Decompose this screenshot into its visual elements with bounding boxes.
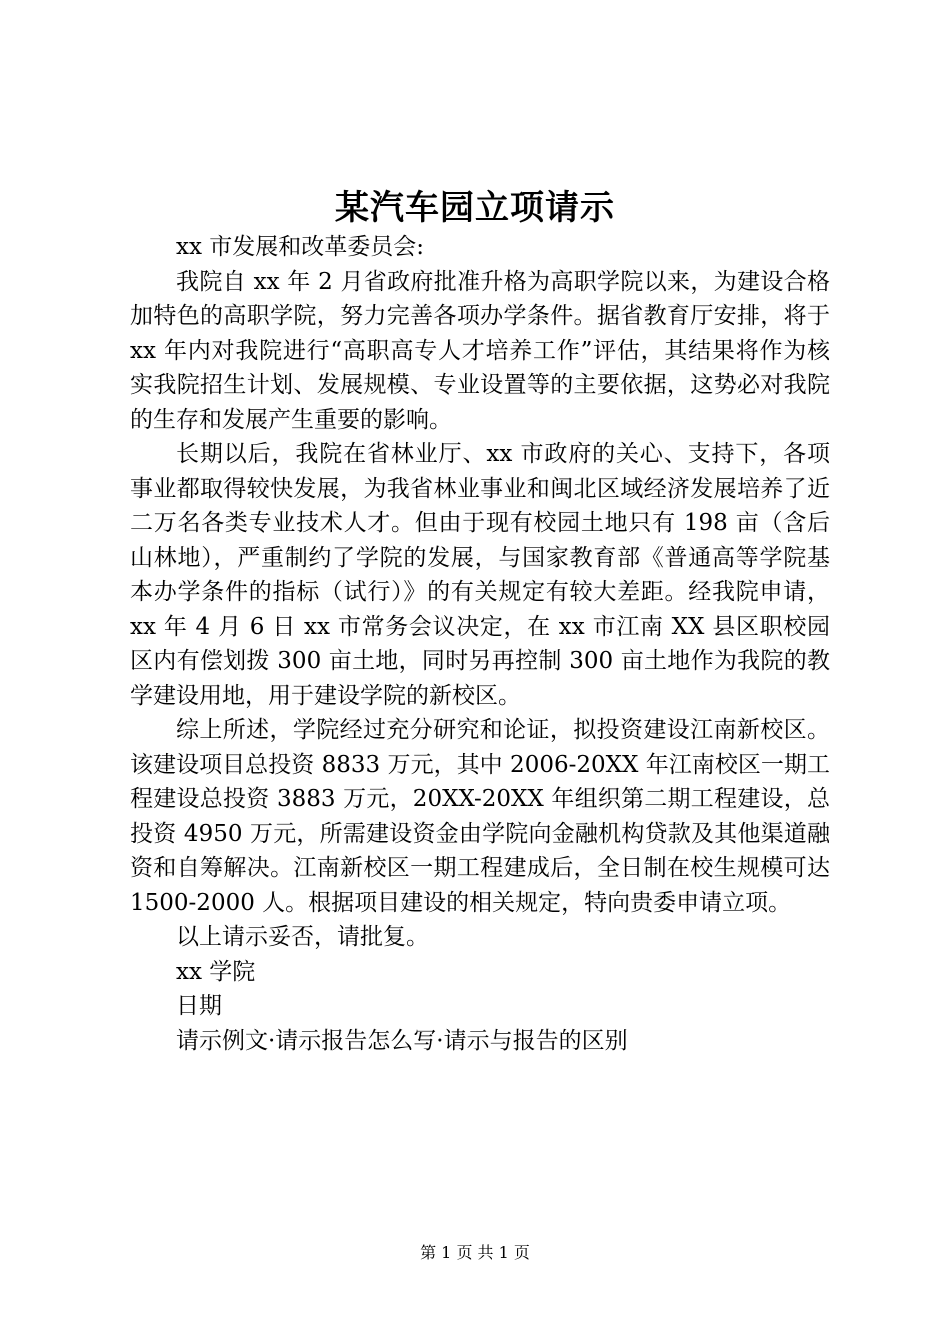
related-links: 请示例文·请示报告怎么写·请示与报告的区别 xyxy=(176,1027,628,1054)
paragraph-3: 综上所述，学院经过充分研究和论证，拟投资建设江南新校区。该建设项目总投资 8833 万元，其中 2006-20XX 年江南校区一期工程建设总投资 3883 万元，20XX-20XX 年组织第二期工程建设，总投资 4950 万元，所需建设资金由学院向金融机构贷款及其他渠道融资和自筹解决。江南新校区一期工程建成后，全日制在校生规模可达 1500-2000 人。根据项目建设的相关规定，特向贵委申请立项。 xyxy=(130,717,830,916)
closing-line: 以上请示妥否，请批复。 xyxy=(176,924,429,950)
paragraph-2: 长期以后，我院在省林业厅、xx 市政府的关心、支持下，各项事业都取得较快发展，为我省林业事业和闽北区域经济发展培养了近二万名各类专业技术人才。但由于现有校园土地只有 198 亩（含后山林地），严重制约了学院的发展，与国家教育部《普通高等学院基本办学条件的指标（试行）》的有关规定有较大差距。经我院申请，xx 年 4 月 6 日 xx 市常务会议决定，在 xx 市江南 XX 县区职校园区内有偿划拨 300 亩土地，同时另再控制 300 亩土地作为我院的教学建设用地，用于建设学院的新校区。 xyxy=(130,441,830,709)
signature: xx 学院 xyxy=(176,958,256,985)
document-title: 某汽车园立项请示 xyxy=(335,188,615,228)
document-body xyxy=(130,230,830,1058)
page-footer: 第 1 页 共 1 页 xyxy=(420,1243,530,1262)
salutation: xx 市发展和改革委员会: xyxy=(176,234,425,260)
paragraph-1: 我院自 xx 年 2 月省政府批准升格为高职学院以来，为建设合格加特色的高职学院，努力完善各项办学条件。据省教育厅安排，将于 xx 年内对我院进行“高职高专人才培养工作”评估，其结果将作为核实我院招生计划、发展规模、专业设置等的主要依据，这势必对我院的生存和发展产生重要的影响。 xyxy=(130,268,830,433)
date-label: 日期 xyxy=(176,993,222,1019)
